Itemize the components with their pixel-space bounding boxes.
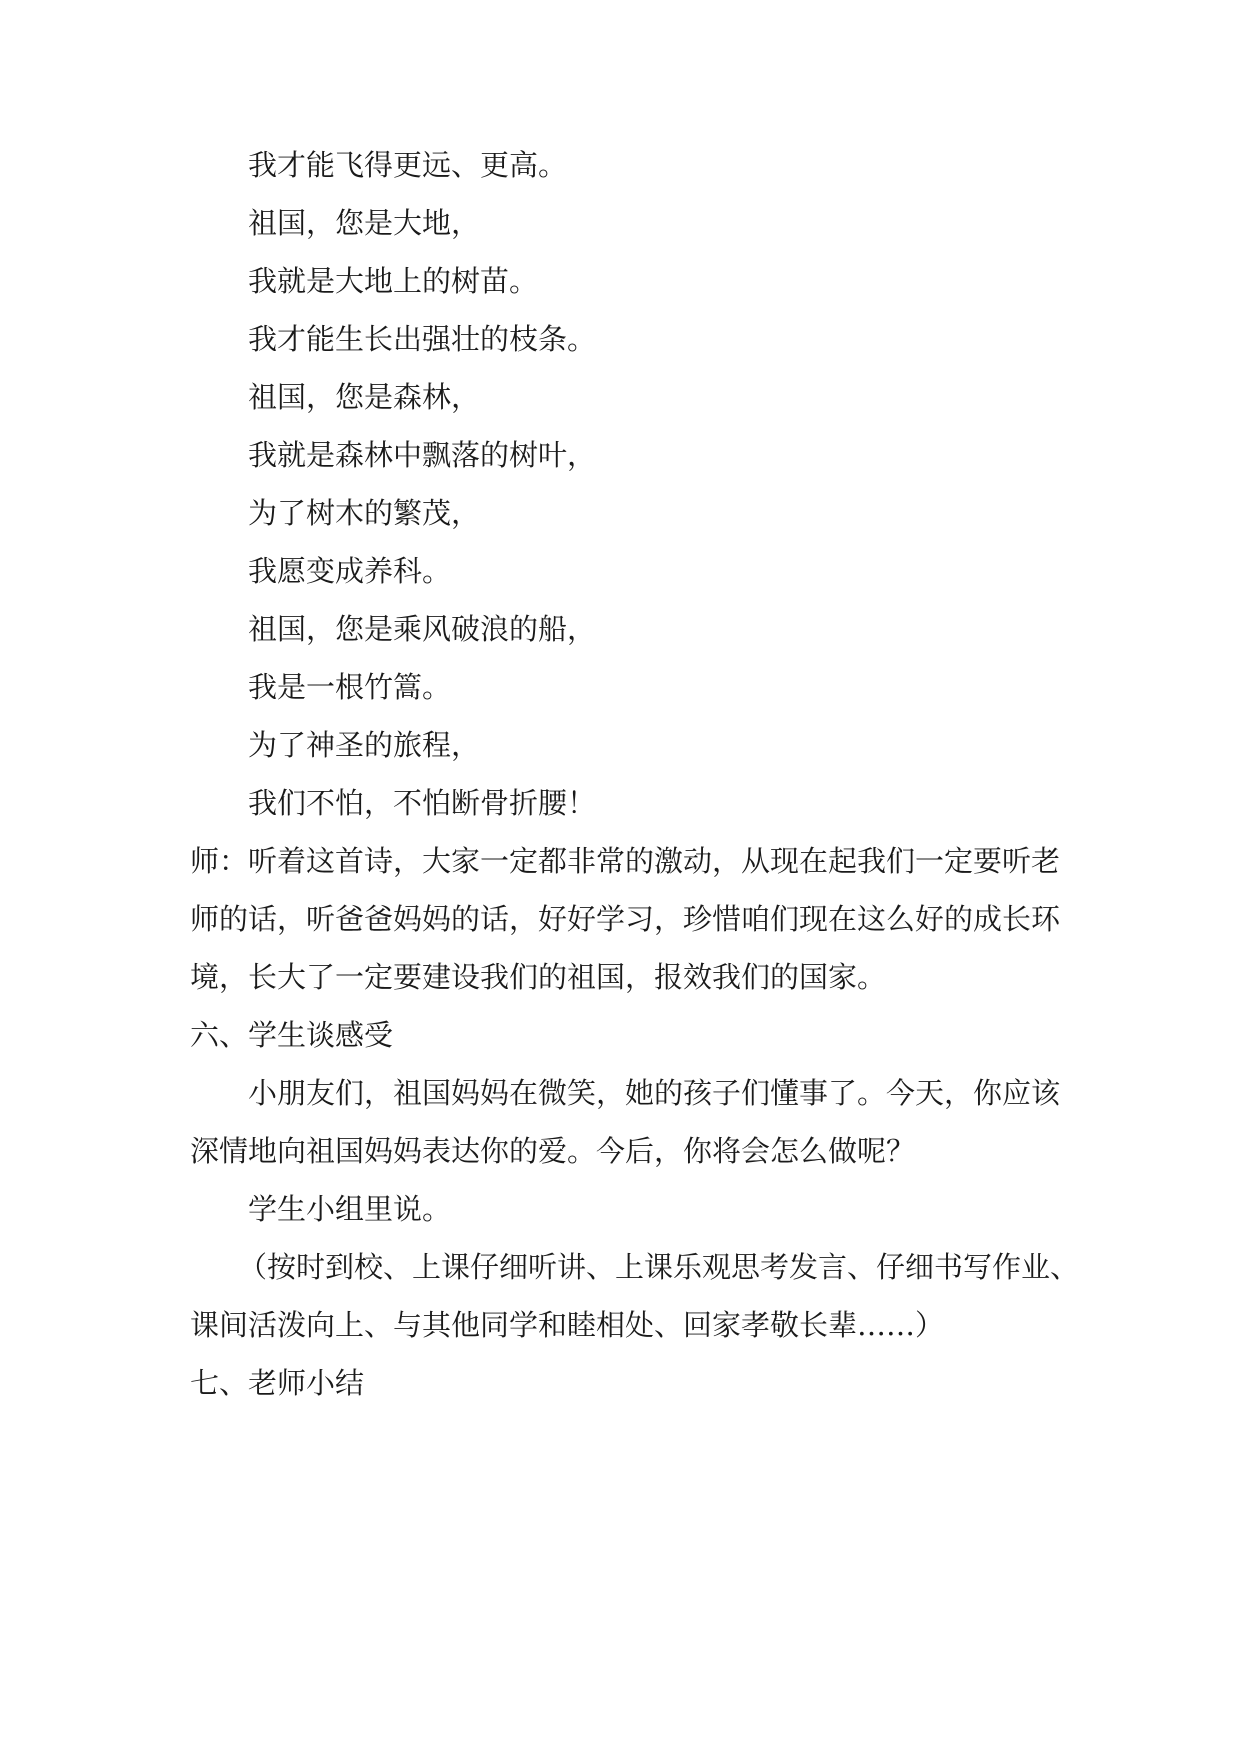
poem-line: 为了树木的繁茂， bbox=[248, 496, 481, 530]
poem-line: 我们不怕，不怕断骨折腰！ bbox=[248, 786, 597, 820]
teacher-paragraph-line: 师：听着这首诗，大家一定都非常的激动，从现在起我们一定要听老 bbox=[190, 844, 1061, 878]
poem-line: 我愿变成养科。 bbox=[248, 554, 452, 588]
poem-line: 我就是大地上的树苗。 bbox=[248, 264, 539, 298]
poem-line: 我才能飞得更远、更高。 bbox=[248, 148, 568, 182]
poem-line: 我是一根竹篙。 bbox=[248, 670, 452, 704]
poem-line: 我就是森林中飘落的树叶， bbox=[248, 438, 597, 472]
teacher-paragraph-line: 境，长大了一定要建设我们的祖国，报效我们的国家。 bbox=[190, 960, 887, 994]
teacher-paragraph-line: 师的话，听爸爸妈妈的话，好好学习，珍惜咱们现在这么好的成长环 bbox=[190, 902, 1061, 936]
paragraph-line: 深情地向祖国妈妈表达你的爱。今后，你将会怎么做呢？ bbox=[190, 1134, 916, 1168]
section-heading: 六、学生谈感受 bbox=[190, 1018, 394, 1052]
poem-line: 为了神圣的旅程， bbox=[248, 728, 481, 762]
paragraph-line: （按时到校、上课仔细听讲、上课乐观思考发言、仔细书写作业、 bbox=[238, 1250, 1080, 1284]
paragraph-line: 小朋友们，祖国妈妈在微笑，她的孩子们懂事了。今天，你应该 bbox=[248, 1076, 1061, 1110]
section-heading: 七、老师小结 bbox=[190, 1366, 365, 1400]
poem-line: 祖国，您是乘风破浪的船， bbox=[248, 612, 597, 646]
paragraph-line: 学生小组里说。 bbox=[248, 1192, 452, 1226]
poem-line: 祖国，您是森林， bbox=[248, 380, 481, 414]
poem-line: 我才能生长出强壮的枝条。 bbox=[248, 322, 597, 356]
poem-line: 祖国，您是大地， bbox=[248, 206, 481, 240]
paragraph-line: 课间活泼向上、与其他同学和睦相处、回家孝敬长辈……） bbox=[190, 1308, 945, 1342]
